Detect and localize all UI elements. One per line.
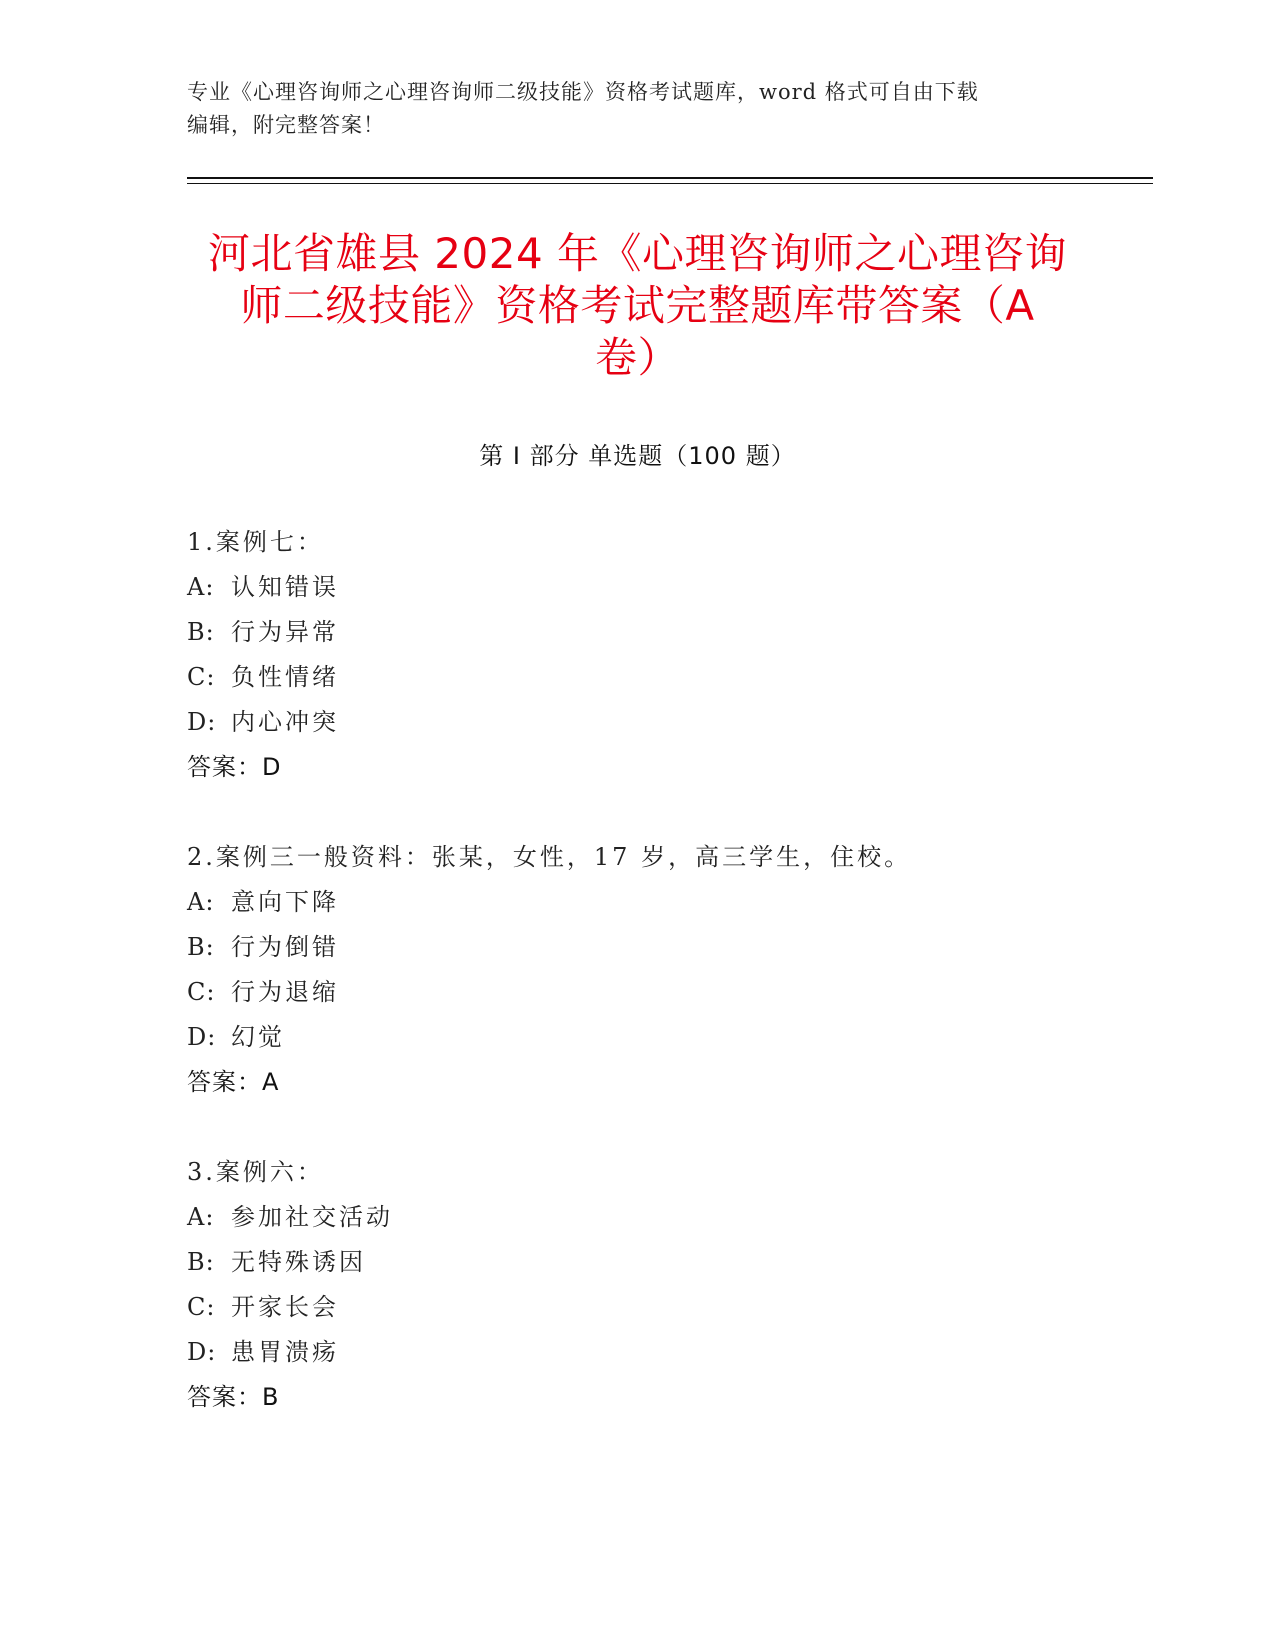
question-stem: 3.案例六：: [187, 1158, 324, 1186]
option-letter: C:: [187, 978, 216, 1006]
option-text: 行为退缩: [231, 978, 339, 1006]
header-note: [187, 76, 1067, 142]
option-letter: C:: [187, 663, 216, 691]
question-1: [187, 520, 1087, 790]
option-text: 幻觉: [231, 1023, 285, 1051]
document-title: [170, 228, 1105, 384]
option-text: 意向下降: [231, 888, 339, 916]
document-title-line-3: 卷）: [594, 333, 680, 382]
option-letter: D:: [187, 1338, 217, 1366]
option-letter: A:: [187, 888, 215, 916]
option-b: [187, 925, 1087, 970]
option-letter: A:: [187, 573, 215, 601]
option-b: [187, 610, 1087, 655]
option-text: 行为倒错: [231, 933, 339, 961]
header-note-line-1: 专业《心理咨询师之心理咨询师二级技能》资格考试题库，word 格式可自由下载: [187, 80, 979, 104]
option-c: [187, 1285, 1087, 1330]
option-letter: B:: [187, 618, 215, 646]
option-letter: C:: [187, 1293, 216, 1321]
option-letter: D:: [187, 1023, 217, 1051]
option-text: 无特殊诱因: [231, 1248, 366, 1276]
section-title: 第 I 部分 单选题（100 题）: [479, 442, 796, 470]
header-divider-thick: [187, 177, 1153, 179]
question-list: [187, 520, 1087, 1465]
option-d: [187, 1330, 1087, 1375]
option-letter: B:: [187, 1248, 215, 1276]
document-title-line-1: 河北省雄县 2024 年《心理咨询师之心理咨询: [207, 229, 1068, 278]
question-stem: 1.案例七：: [187, 528, 324, 556]
option-d: [187, 1015, 1087, 1060]
option-d: [187, 700, 1087, 745]
question-3: [187, 1150, 1087, 1420]
option-text: 认知错误: [231, 573, 339, 601]
header-note-line-2: 编辑，附完整答案！: [187, 113, 385, 137]
option-letter: B:: [187, 933, 215, 961]
option-letter: A:: [187, 1203, 215, 1231]
option-a: [187, 1195, 1087, 1240]
question-2: [187, 835, 1087, 1105]
answer-line: 答案：D: [187, 753, 282, 781]
option-text: 参加社交活动: [231, 1203, 393, 1231]
option-text: 行为异常: [231, 618, 339, 646]
option-a: [187, 880, 1087, 925]
option-letter: D:: [187, 708, 217, 736]
header-divider-thin: [187, 183, 1153, 184]
option-b: [187, 1240, 1087, 1285]
answer-line: 答案：B: [187, 1383, 280, 1411]
option-text: 负性情绪: [231, 663, 339, 691]
option-text: 患胃溃疡: [231, 1338, 339, 1366]
answer-line: 答案：A: [187, 1068, 280, 1096]
option-text: 内心冲突: [231, 708, 339, 736]
option-a: [187, 565, 1087, 610]
document-title-line-2: 师二级技能》资格考试完整题库带答案（A: [240, 281, 1035, 330]
option-c: [187, 655, 1087, 700]
question-stem: 2.案例三一般资料：张某，女性，17 岁，高三学生，住校。: [187, 843, 912, 871]
option-text: 开家长会: [231, 1293, 339, 1321]
option-c: [187, 970, 1087, 1015]
